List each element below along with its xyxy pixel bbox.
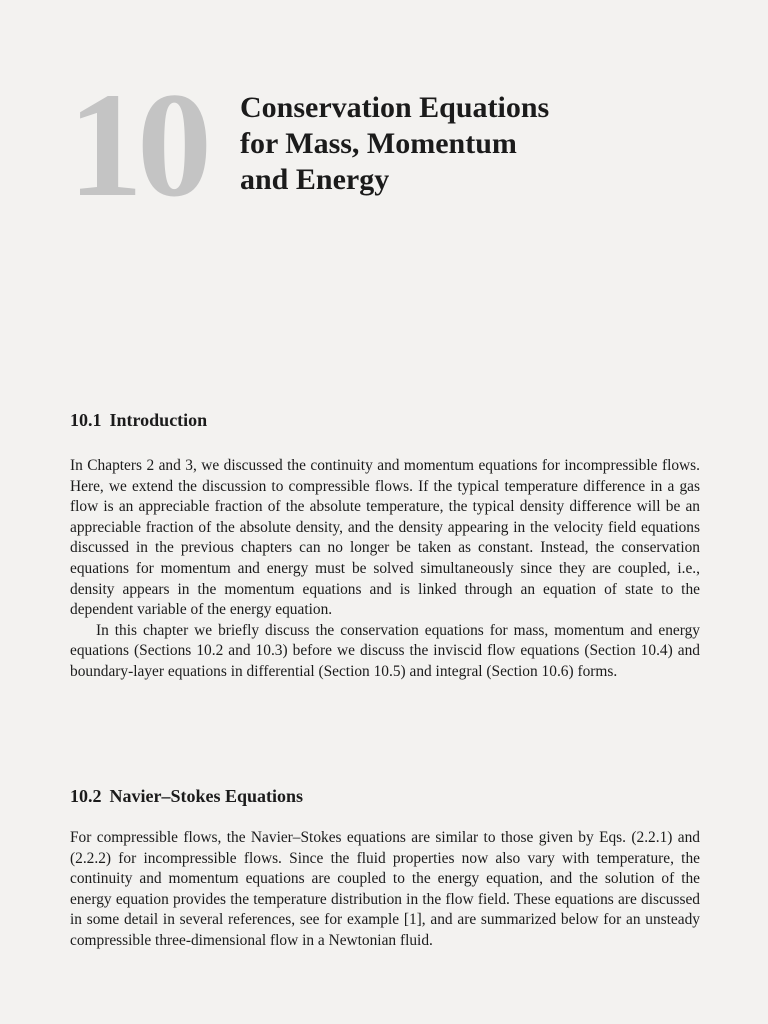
chapter-title xyxy=(240,90,720,198)
paragraph: In Chapters 2 and 3, we discussed the continuity and momentum equations for incompressible flows. Here, we extend the discussion to compressible flows. If the typical temperature difference in a gas flow is an appreciable fraction of the absolute temperature, the typical density difference will be an appreciable fraction of the absolute density, and the density appearing in the velocity field equations discussed in the previous chapters can no longer be taken as constant. Instead, the conservation equations for momentum and energy must be solved simultaneously since they are coupled, i.e., density appears in the momentum equations and is linked through an equation of state to the dependent variable of the energy equation. xyxy=(70,457,700,619)
chapter-title-line: and Energy xyxy=(240,163,390,196)
chapter-number: 10 xyxy=(68,62,206,228)
section-title: Navier–Stokes Equations xyxy=(109,786,304,806)
section-heading-introduction xyxy=(70,410,207,431)
paragraph: In this chapter we briefly discuss the conservation equations for mass, momentum and energy equations (Sections 10.2 and 10.3) before we discuss the inviscid flow equations (Section 10.4) and boundary-layer equations in differential (Section 10.5) and integral (Section 10.6) forms. xyxy=(70,621,700,680)
paragraph: For compressible flows, the Navier–Stokes equations are similar to those given by Eqs. (2.2.1) and (2.2.2) for incompressible flows. Since the fluid properties now also vary with temperature, the continuity and momentum equations are coupled to the energy equation, and the solution of the energy equation provides the temperature distribution in the flow field. These equations are discussed in some detail in several references, see for example [1], and are summarized below for an unsteady compressible three-dimensional flow in a Newtonian fluid. xyxy=(70,829,700,949)
section-number: 10.2 xyxy=(70,786,102,806)
section-title: Introduction xyxy=(109,410,208,430)
chapter-title-line: Conservation Equations xyxy=(240,91,550,124)
section-body-introduction xyxy=(70,456,700,683)
chapter-title-line: for Mass, Momentum xyxy=(240,127,517,160)
section-heading-navier-stokes xyxy=(70,786,303,807)
section-number: 10.1 xyxy=(70,410,102,430)
section-body-navier-stokes xyxy=(70,828,700,952)
